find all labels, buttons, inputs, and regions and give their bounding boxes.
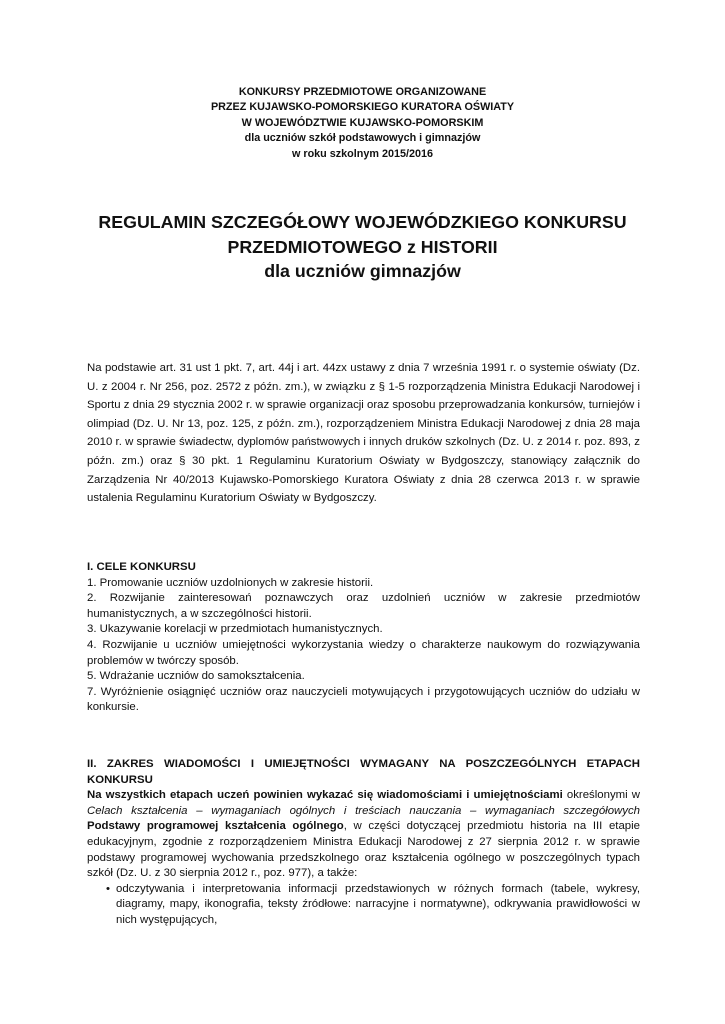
bold-reference: Podstawy programowej kształcenia ogólnego <box>87 820 344 833</box>
list-item: 4. Rozwijanie u uczniów umiejętności wykorzystania wiedzy o charakterze naukowym do rozwiązywania problemów w twórczy sposób. <box>87 638 640 667</box>
list-item: 5. Wdrażanie uczniów do samokształcenia. <box>87 670 305 683</box>
title-line: dla uczniów gimnazjów <box>264 261 461 281</box>
list-item: 1. Promowanie uczniów uzdolnionych w zakresie historii. <box>87 576 374 589</box>
paragraph-text: określonymi w <box>562 789 640 802</box>
title-line: REGULAMIN SZCZEGÓŁOWY WOJEWÓDZKIEGO KONKURSU <box>98 212 627 232</box>
header-line: KONKURSY PRZEDMIOTOWE ORGANIZOWANE <box>238 86 487 98</box>
header-line: W WOJEWÓDZTWIE KUJAWSKO-POMORSKIM <box>241 116 484 129</box>
section-title: I. CELE KONKURSU <box>87 561 196 573</box>
list-item: 3. Ukazywanie korelacji w przedmiotach humanistycznych. <box>87 623 383 636</box>
section-cele-konkursu <box>87 560 640 716</box>
document-header <box>0 85 725 162</box>
section-paragraph <box>87 788 640 882</box>
bullet-text: odczytywania i interpretowania informacji przedstawionych w różnych formach (tabele, wykresy, diagramy, mapy, ikonografia, teksty źródłowe: narracyjne i normatywne), odkrywania prawidłowości w nich występujących, <box>116 882 640 926</box>
section-zakres-wiadomosci <box>87 757 640 929</box>
bullet-list <box>87 882 640 929</box>
list-item: 2. Rozwijanie zainteresowań poznawczych oraz uzdolnień uczniów w zakresie przedmiotów humanistycznych, a w szczególności historii. <box>87 592 640 620</box>
intro-paragraph <box>87 359 640 508</box>
title-line: PRZEDMIOTOWEGO z HISTORII <box>227 236 498 257</box>
header-line: PRZEZ KUJAWSKO-POMORSKIEGO KURATORA OŚWIATY <box>210 101 515 114</box>
document-title <box>0 210 725 284</box>
list-item: 7. Wyróżnienie osiągnięć uczniów oraz nauczycieli motywujących i przygotowujących uczniów do udziału w konkursie. <box>87 685 640 714</box>
paragraph-text: , w części dotyczącej przedmiotu historia na III etapie edukacyjnym, zgodnie z rozporządzeniem Ministra Edukacji Narodowej z 27 sierpnia 2012 r. w sprawie podstawy programowej wychowania przedszkolnego oraz kształcenia ogólnego w poszczególnych typach szkół (Dz. U. z 30 sierpnia 2012 r., poz. 977), a także: <box>87 820 641 880</box>
bullet-item <box>87 882 640 929</box>
section-title: II. ZAKRES WIADOMOŚCI I UMIEJĘTNOŚCI WYMAGANY NA POSZCZEGÓLNYCH ETAPACH KONKURSU <box>87 758 640 786</box>
intro-text: Na podstawie art. 31 ust 1 pkt. 7, art. 44j i art. 44zx ustawy z dnia 7 września 1991 r. o systemie oświaty (Dz. U. z 2004 r. Nr 256, poz. 2572 z późn. zm.), w związku z § 1-5 rozporządzenia Ministra Edukacji Narodowej i Sportu z dnia 29 stycznia 2002 r. w sprawie organizacji oraz sposobu przeprowadzania konkursów, turniejów i olimpiad (Dz. U. Nr 13, poz. 125, z późn. zm.), rozporządzeniem Ministra Edukacji Narodowej z dnia 28 maja 2010 r. w sprawie świadectw, dyplomów państwowych i innych druków szkolnych (Dz. U. z 2014 r. poz. 893, z późn. zm.) oraz § 30 pkt. 1 Regulaminu Kuratorium Oświaty w Bydgoszczy, stanowiący załącznik do Zarządzenia Nr 40/2013 Kujawsko-Pomorskiego Kuratora Oświaty z dnia 28 czerwca 2013 r. w sprawie ustalenia Regulaminu Kuratorium Oświaty w Bydgoszczy. <box>87 362 640 505</box>
lead-bold-text: Na wszystkich etapach uczeń powinien wykazać się wiadomościami i umiejętnościami <box>87 789 563 802</box>
header-line: w roku szkolnym 2015/2016 <box>291 147 434 160</box>
header-line: dla uczniów szkół podstawowych i gimnazjów <box>244 132 481 145</box>
italic-reference: Celach kształcenia – wymaganiach ogólnych i treściach nauczania – wymaganiach szczegółowych <box>87 804 640 817</box>
bullet-icon: • <box>106 882 110 895</box>
